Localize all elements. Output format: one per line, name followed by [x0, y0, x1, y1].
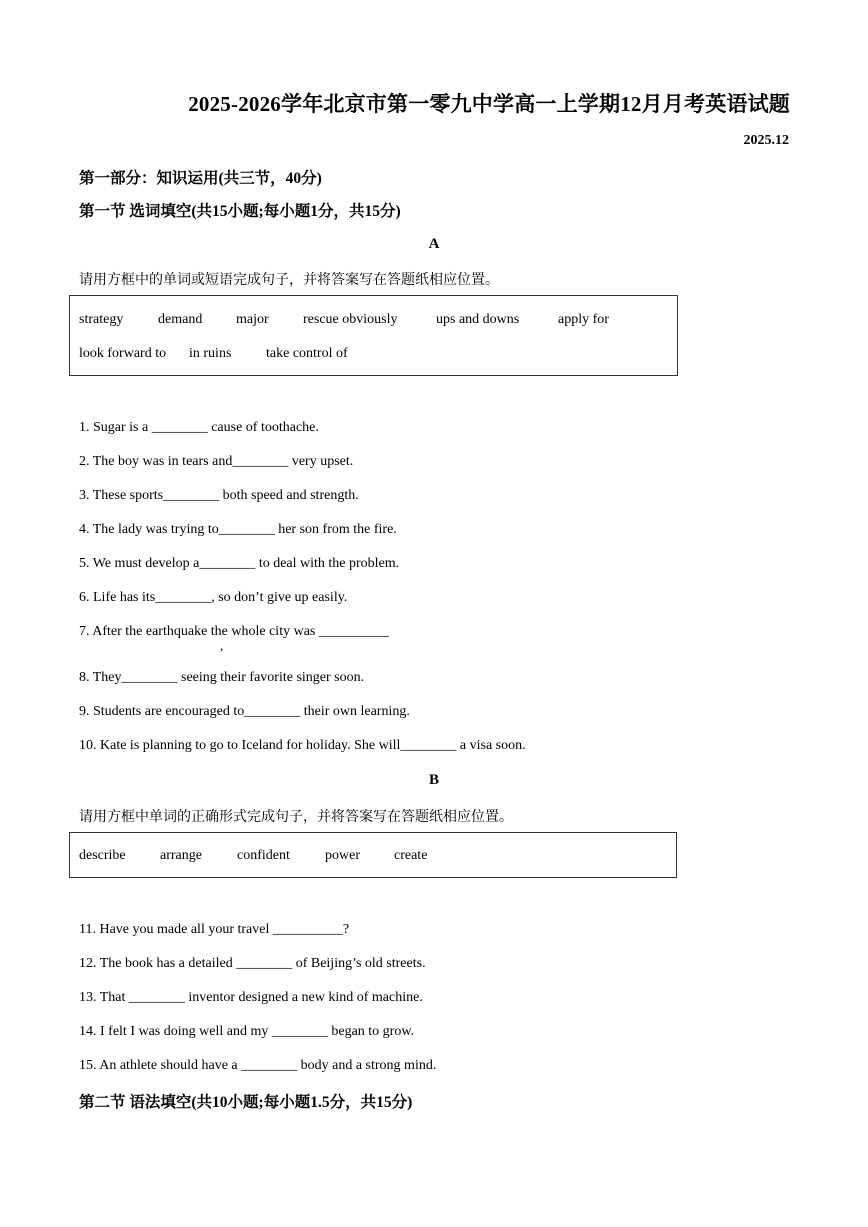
word-option: rescue obviously	[303, 312, 398, 327]
exam-title: 2025-2026学年北京市第一零九中学高一上学期12月月考英语试题	[188, 92, 790, 116]
question-item: 13. That ________ inventor designed a new kind of machine.	[79, 990, 423, 1005]
word-option: create	[394, 848, 428, 863]
question-item: 4. The lady was trying to________ her son from the fire.	[79, 522, 397, 537]
word-option: apply for	[558, 312, 609, 327]
question-item: 12. The book has a detailed ________ of Beijing’s old streets.	[79, 956, 426, 971]
question-item: 1. Sugar is a ________ cause of toothache.	[79, 420, 319, 435]
section-two-heading: 第二节 语法填空(共10小题;每小题1.5分，共15分)	[79, 1094, 413, 1111]
question-item: 15. An athlete should have a ________ body and a strong mind.	[79, 1058, 437, 1073]
word-box-b	[69, 832, 677, 878]
word-option: power	[325, 848, 360, 863]
part-b-letter: B	[428, 772, 439, 788]
word-option: demand	[158, 312, 203, 327]
part-one-heading: 第一部分：知识运用(共三节，40分)	[79, 170, 322, 187]
q7-comma: ,	[220, 638, 224, 653]
question-item: 7. After the earthquake the whole city was __________	[79, 624, 389, 639]
section-one-heading: 第一节 选词填空(共15小题;每小题1分，共15分)	[79, 203, 401, 220]
word-option: describe	[79, 848, 126, 863]
word-option: take control of	[266, 346, 348, 361]
question-item: 9. Students are encouraged to________ their own learning.	[79, 704, 410, 719]
question-item: 8. They________ seeing their favorite singer soon.	[79, 670, 365, 685]
question-item: 11. Have you made all your travel __________?	[79, 922, 350, 937]
question-item: 10. Kate is planning to go to Iceland for holiday. She will________ a visa soon.	[79, 738, 526, 753]
word-option: arrange	[160, 848, 202, 863]
word-box-a	[69, 295, 678, 376]
part-a-letter: A	[428, 236, 440, 252]
part-b-instruction: 请用方框中单词的正确形式完成句子，并将答案写在答题纸相应位置。	[79, 810, 513, 825]
word-option: strategy	[79, 312, 124, 327]
part-a-instruction: 请用方框中的单词或短语完成句子，并将答案写在答题纸相应位置。	[79, 273, 499, 288]
question-item: 3. These sports________ both speed and strength.	[79, 488, 359, 503]
question-item: 14. I felt I was doing well and my ________ began to grow.	[79, 1024, 415, 1039]
question-item: 2. The boy was in tears and________ very upset.	[79, 454, 354, 469]
word-option: look forward to	[79, 346, 167, 361]
word-option: major	[236, 312, 269, 327]
word-option: confident	[237, 848, 290, 863]
question-item: 5. We must develop a________ to deal with the problem.	[79, 556, 400, 571]
question-item: 6. Life has its________, so don’t give up easily.	[79, 590, 348, 605]
word-option: ups and downs	[436, 312, 520, 327]
word-option: in ruins	[189, 346, 232, 361]
exam-date: 2025.12	[743, 133, 789, 148]
